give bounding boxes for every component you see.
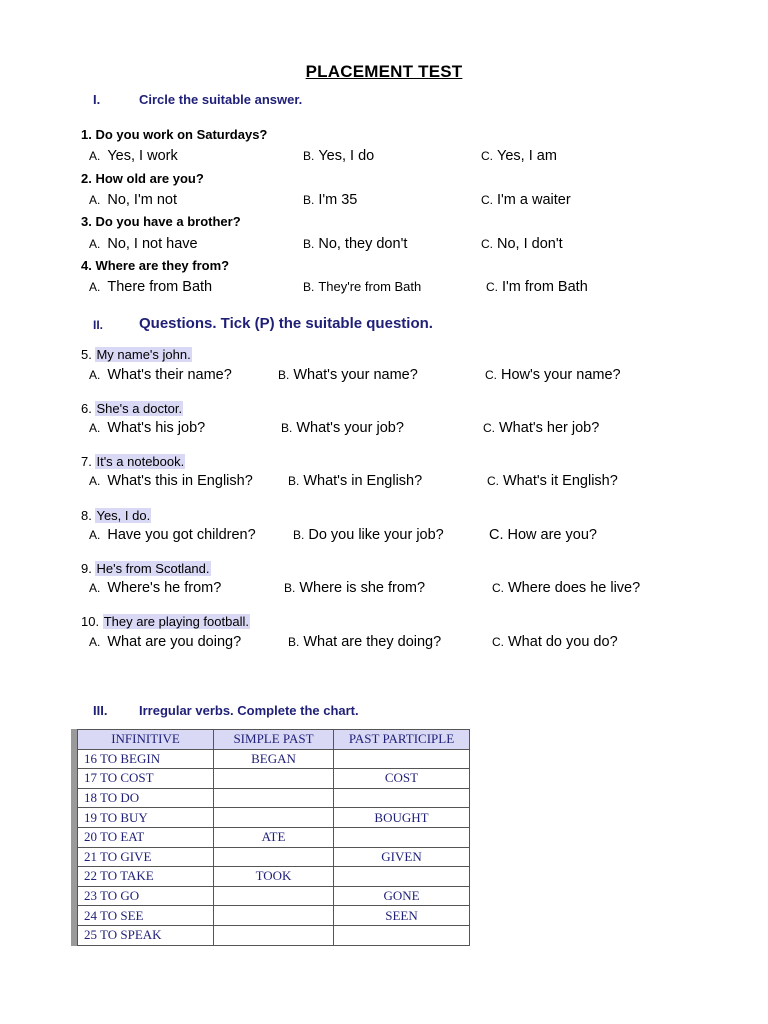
q5-option-c[interactable]: C. How's your name? [485,367,621,383]
q7-option-a[interactable]: A. What's this in English? [89,473,253,489]
q9-option-a[interactable]: A. Where's he from? [89,580,222,596]
simple-past-cell[interactable]: BEGAN [214,749,334,769]
simple-past-cell[interactable] [214,925,334,945]
question-6: 6. She's a doctor. [81,401,183,416]
simple-past-cell[interactable] [214,847,334,867]
q2-option-c[interactable]: C. I'm a waiter [481,192,571,208]
infinitive-cell: 21 TO GIVE [78,847,214,867]
q5-option-b[interactable]: B. What's your name? [278,367,418,383]
infinitive-cell: 22 TO TAKE [78,867,214,887]
table-row [78,867,470,887]
question-4: 4. Where are they from? [81,258,230,273]
simple-past-cell[interactable] [214,906,334,926]
infinitive-cell: 19 TO BUY [78,808,214,828]
page-title: PLACEMENT TEST [305,62,463,81]
q8-option-a[interactable]: A. Have you got children? [89,527,256,543]
table-row [78,886,470,906]
table-row [78,925,470,945]
past-participle-cell[interactable] [334,749,470,769]
q6-option-b[interactable]: B. What's your job? [281,420,404,436]
section-2-number: II. [93,318,104,332]
q4-option-c[interactable]: C. I'm from Bath [486,279,588,295]
q4-option-b[interactable]: B. They're from Bath [303,279,422,294]
table-row [78,788,470,808]
q3-option-a[interactable]: A. No, I not have [89,236,198,252]
table-row [78,769,470,789]
q10-option-c[interactable]: C. What do you do? [492,634,618,650]
table-row [78,749,470,769]
infinitive-cell: 17 TO COST [78,769,214,789]
q5-option-a[interactable]: A. What's their name? [89,367,232,383]
past-participle-cell[interactable] [334,827,470,847]
irregular-verbs-chart [71,729,470,946]
simple-past-cell[interactable] [214,769,334,789]
q3-option-b[interactable]: B. No, they don't [303,236,408,252]
past-participle-cell[interactable] [334,925,470,945]
section-2-title: Questions. Tick (P) the suitable question. [139,315,433,332]
section-3-number: III. [93,703,108,718]
q6-option-c[interactable]: C. What's her job? [483,420,600,436]
simple-past-cell[interactable] [214,808,334,828]
question-5: 5. My name's john. [81,347,191,362]
q7-option-b[interactable]: B. What's in English? [288,473,423,489]
past-participle-cell[interactable] [334,788,470,808]
infinitive-cell: 20 TO EAT [78,827,214,847]
section-3-title: Irregular verbs. Complete the chart. [139,703,359,718]
past-participle-cell[interactable]: SEEN [334,906,470,926]
past-participle-cell[interactable]: BOUGHT [334,808,470,828]
question-7: 7. It's a notebook. [81,454,185,469]
past-participle-cell[interactable]: GIVEN [334,847,470,867]
q6-option-a[interactable]: A. What's his job? [89,420,206,436]
infinitive-cell: 25 TO SPEAK [78,925,214,945]
q8-option-c[interactable]: C. How are you? [489,527,597,543]
simple-past-cell[interactable] [214,788,334,808]
table-row [78,906,470,926]
table-header-row [78,730,470,750]
q9-option-b[interactable]: B. Where is she from? [284,580,426,596]
question-2: 2. How old are you? [81,171,204,186]
question-1: 1. Do you work on Saturdays? [81,127,268,142]
q1-option-a[interactable]: A. Yes, I work [89,148,178,164]
question-10: 10. They are playing football. [81,614,249,629]
infinitive-cell: 18 TO DO [78,788,214,808]
past-participle-cell[interactable]: COST [334,769,470,789]
q8-option-b[interactable]: B. Do you like your job? [293,527,444,543]
q1-option-b[interactable]: B. Yes, I do [303,148,375,164]
q9-option-c[interactable]: C. Where does he live? [492,580,641,596]
q1-option-c[interactable]: C. Yes, I am [481,148,557,164]
question-8: 8. Yes, I do. [81,508,151,523]
simple-past-cell[interactable]: TOOK [214,867,334,887]
infinitive-cell: 23 TO GO [78,886,214,906]
q7-option-c[interactable]: C. What's it English? [487,473,618,489]
question-9: 9. He's from Scotland. [81,561,210,576]
table-row [78,847,470,867]
infinitive-cell: 24 TO SEE [78,906,214,926]
table-row [78,808,470,828]
simple-past-cell[interactable] [214,886,334,906]
q10-option-a[interactable]: A. What are you doing? [89,634,242,650]
q2-option-b[interactable]: B. I'm 35 [303,192,358,208]
column-header-past-participle: PAST PARTICIPLE [334,730,470,750]
q10-option-b[interactable]: B. What are they doing? [288,634,442,650]
past-participle-cell[interactable] [334,867,470,887]
past-participle-cell[interactable]: GONE [334,886,470,906]
column-header-infinitive: INFINITIVE [78,730,214,750]
infinitive-cell: 16 TO BEGIN [78,749,214,769]
table-row [78,827,470,847]
q2-option-a[interactable]: A. No, I'm not [89,192,177,208]
simple-past-cell[interactable]: ATE [214,827,334,847]
column-header-simple-past: SIMPLE PAST [214,730,334,750]
section-1-title: Circle the suitable answer. [139,92,303,107]
q3-option-c[interactable]: C. No, I don't [481,236,563,252]
section-1-number: I. [93,92,101,107]
question-3: 3. Do you have a brother? [81,214,241,229]
q4-option-a[interactable]: A. There from Bath [89,279,213,295]
verbs-table [77,729,470,946]
